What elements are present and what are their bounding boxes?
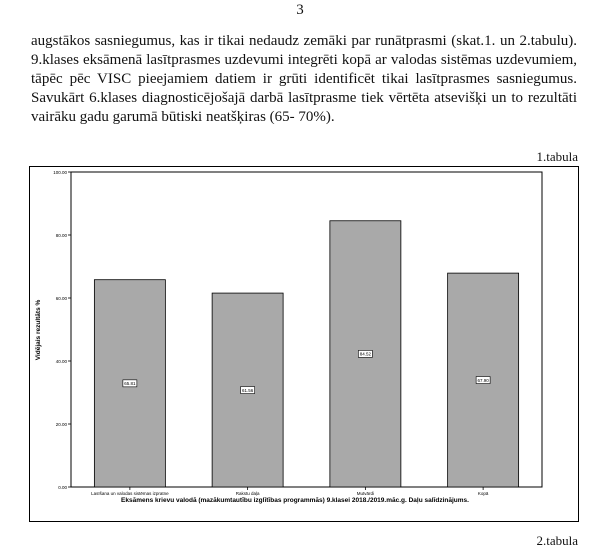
y-tick-label: 80.00 (55, 233, 67, 238)
bar-value-label: 65.81 (124, 381, 136, 387)
x-tick-label: Lasīšana un valodas sistēmas izpratne (91, 491, 169, 496)
x-tick-label: Rakstu daļa (235, 491, 260, 496)
page-number: 3 (296, 2, 304, 18)
x-tick-label: Kopā (477, 491, 489, 496)
bar-chart-figure (29, 166, 579, 522)
bar-value-label: 61.56 (241, 387, 254, 393)
y-tick-label: 0.00 (58, 485, 67, 490)
paragraph-line: lasītprasmes sasniegumus. Savukārt 6.klases diagnosticējošajā darbā lasītprasme (31, 71, 577, 106)
y-tick-label: 20.00 (55, 422, 67, 427)
bar-value-label: 67.90 (477, 377, 489, 383)
bar-chart (29, 166, 579, 522)
paragraph-line: sistēmas uzdevumiem, tāpēc pēc VISC pieejamiem datiem ir grūti identificēt tikai (31, 52, 577, 87)
y-tick-label: 100.00 (53, 170, 67, 175)
x-tick-label: Mutvārdi (356, 491, 375, 496)
table1-caption: 1.tabula (536, 149, 578, 164)
y-tick-label: 60.00 (55, 296, 67, 301)
body-paragraph (31, 32, 577, 127)
y-tick-label: 40.00 (55, 359, 67, 364)
x-axis-label: Eksāmens krievu valodā (mazākumtautību izglītības programmās) 9.klasei 2018./2019.māc.g. Daļu salīdzinājums. (121, 497, 469, 504)
paragraph-line: augstākos sasniegumus, kas ir tikai nedaudz zemāki par runātprasmi (skat.1. un (31, 33, 515, 49)
table2-caption: 2.tabula (536, 533, 578, 548)
paragraph-line: 70%). (298, 109, 335, 125)
paragraph-line: tiek vērtēta atsevišķi un to rezultāti vairāku gadu garumā būtiski neatšķiras (65- (31, 90, 577, 125)
paragraph-line: 2.tabulu). 9.klases eksāmenā lasītprasmes uzdevumi integrēti kopā ar valodas (31, 33, 577, 68)
bar-value-label: 84.52 (359, 351, 372, 357)
y-axis-label: Vidējais rezultāts % (35, 299, 42, 361)
